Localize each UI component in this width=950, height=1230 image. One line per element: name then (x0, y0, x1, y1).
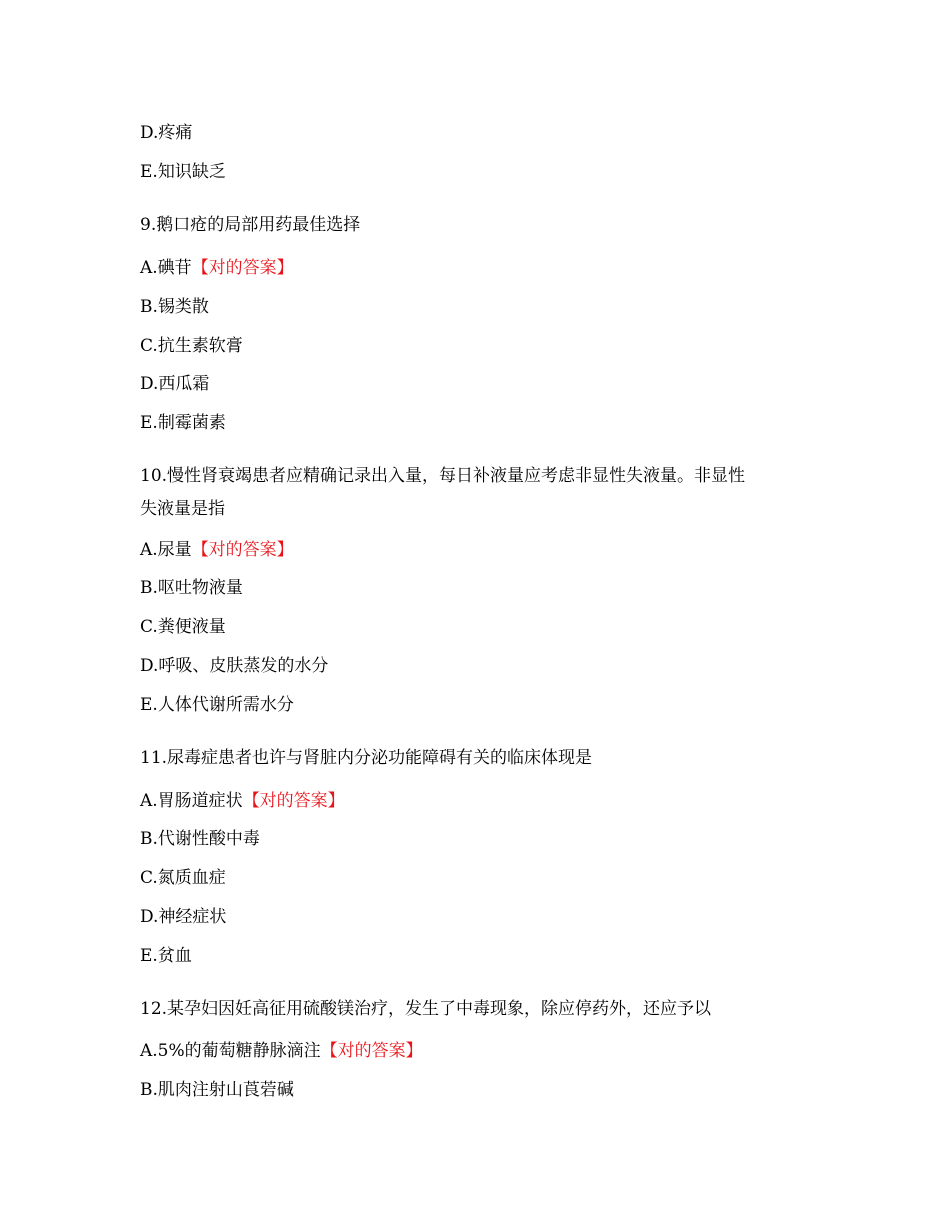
option-9a: A.碘苷【对的答案】 (140, 258, 294, 278)
question-10-cont: 失液量是指 (140, 499, 225, 519)
option-10b: B.呕吐物液量 (140, 578, 243, 598)
option-10a: A.尿量【对的答案】 (140, 540, 294, 560)
option-11b: B.代谢性酸中毒 (140, 829, 260, 849)
option-8e: E.知识缺乏 (140, 162, 226, 182)
option-11a: A.胃肠道症状【对的答案】 (140, 791, 345, 811)
correct-answer-mark: 【对的答案】 (320, 1041, 423, 1061)
option-12a: A.5%的葡萄糖静脉滴注【对的答案】 (140, 1041, 423, 1061)
correct-answer-mark: 【对的答案】 (191, 540, 294, 560)
option-8d: D.疼痛 (140, 123, 193, 143)
option-11d: D.神经症状 (140, 907, 227, 927)
option-9e: E.制霉菌素 (140, 413, 226, 433)
correct-answer-mark: 【对的答案】 (242, 791, 345, 811)
option-9b: B.锡类散 (140, 297, 209, 317)
question-9: 9.鹅口疮的局部用药最佳选择 (140, 215, 361, 235)
option-11c: C.氮质血症 (140, 868, 226, 888)
option-12b: B.肌肉注射山莨菪碱 (140, 1080, 294, 1100)
correct-answer-mark: 【对的答案】 (191, 258, 294, 278)
option-10c: C.粪便液量 (140, 617, 226, 637)
question-10: 10.慢性肾衰竭患者应精确记录出入量，每日补液量应考虑非显性失液量。非显性 (140, 466, 746, 486)
option-10d: D.呼吸、皮肤蒸发的水分 (140, 656, 329, 676)
option-9c: C.抗生素软膏 (140, 336, 243, 356)
question-11: 11.尿毒症患者也许与肾脏内分泌功能障碍有关的临床体现是 (140, 748, 593, 768)
option-9d: D.西瓜霜 (140, 374, 210, 394)
question-12: 12.某孕妇因妊高征用硫酸镁治疗，发生了中毒现象，除应停药外，还应予以 (140, 999, 712, 1019)
option-10e: E.人体代谢所需水分 (140, 695, 294, 715)
option-11e: E.贫血 (140, 946, 192, 966)
